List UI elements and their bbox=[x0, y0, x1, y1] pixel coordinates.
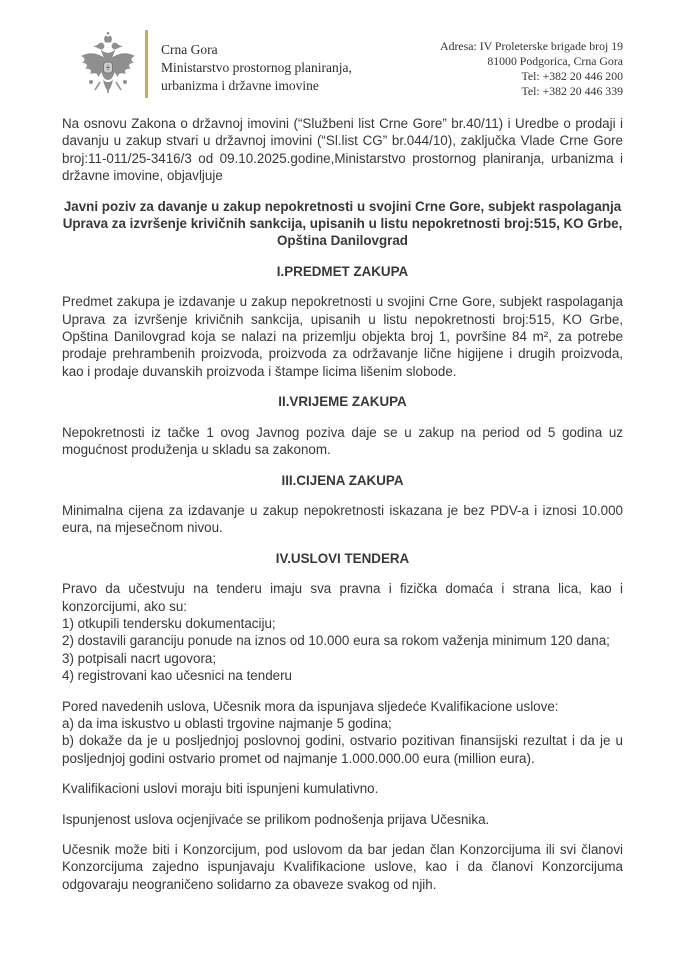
qualification-intro: Pored navedenih uslova, Učesnik mora da ispunjava sljedeće Kvalifikacione uslove: bbox=[62, 698, 559, 714]
kumulativno-paragraph: Kvalifikacioni uslovi moraju biti ispunjeni kumulativno. bbox=[62, 781, 379, 797]
qualification-conditions-block bbox=[62, 698, 623, 768]
condition-item-1: 1) otkupili tendersku dokumentaciju; bbox=[62, 615, 276, 631]
konzorcijum-paragraph: Učesnik može biti i Konzorcijum, pod uslovom da bar jedan član Konzorcijuma ili svi članovi Konzorcijuma zajedno ispunjavaju Kvalifikacione uslove, kao i da članovi Konzorcijuma odgovaraju neograničeno solidarno za obaveze svakog od njih. bbox=[62, 842, 623, 892]
intro-paragraph: Na osnovu Zakona o državnoj imovini (“Službeni list Crne Gore” br.40/11) i Uredbe o prodaji i davanju u zakup stvari u državnoj imovini (“Sl.list CG” br.044/10), zaključka Vlade Crne Gore broj:11-011/25-3416/3 od 09.10.2025.godine,Ministarstvo prostornog planiranja, urbanizma i državne imovine, objavljuje bbox=[62, 116, 623, 184]
section-heading-vrijeme-zakupa: II.VRIJEME ZAKUPA bbox=[278, 394, 407, 410]
address-phone-1: Tel: +382 20 446 200 bbox=[521, 69, 623, 83]
conditions-intro: Pravo da učestvuju na tenderu imaju sva pravna i fizička domaća i strana lica, kao i konzorcijumi, ako su: bbox=[62, 581, 623, 614]
predmet-zakupa-paragraph: Predmet zakupa je izdavanje u zakup nepokretnosti u svojini Crne Gore, subjekt raspolaganja Uprava za izvršenje krivičnih sankcija, upisanih u listu nepokretnosti broj:515, KO Grbe, Opština Danilovgrad koja se nalazi na prizemlju objekta broj 1, površine 84 m², za potrebe prodaje prehrambenih proizvoda, proizvoda za održavanje lične higijene i drugih proizvoda, kao i prodaje duvanskih proizvoda i štampe licima lišenim slobode. bbox=[62, 294, 623, 379]
address-city: 81000 Podgorica, Crna Gora bbox=[487, 54, 623, 68]
address-block bbox=[440, 30, 623, 99]
section-heading-cijena-zakupa: III.CIJENA ZAKUPA bbox=[281, 472, 404, 488]
org-country: Crna Gora bbox=[161, 42, 218, 57]
ispunjenost-paragraph: Ispunjenost uslova ocjenjivaće se prilikom podnošenja prijava Učesnika. bbox=[62, 811, 490, 827]
letterhead-divider bbox=[145, 30, 148, 98]
address-phone-2: Tel: +382 20 446 339 bbox=[521, 84, 623, 98]
coat-of-arms-montenegro-icon bbox=[78, 30, 138, 96]
org-ministry-line1: Ministarstvo prostornog planiranja, bbox=[161, 60, 352, 75]
cijena-zakupa-paragraph: Minimalna cijena za izdavanje u zakup nepokretnosti iskazana je bez PDV-a i iznosi 10.000 eura, na mjesečnom nivou. bbox=[62, 502, 623, 536]
address-street: Adresa: IV Proleterske brigade broj 19 bbox=[440, 39, 623, 53]
org-ministry-line2: urbanizma i državne imovine bbox=[161, 78, 319, 93]
condition-item-4: 4) registrovani kao učesnici na tenderu bbox=[62, 668, 293, 684]
section-heading-uslovi-tendera: IV.USLOVI TENDERA bbox=[275, 550, 410, 566]
section-heading-predmet-zakupa: I.PREDMET ZAKUPA bbox=[276, 263, 409, 279]
document-title: Javni poziv za davanje u zakup nepokretnosti u svojini Crne Gore, subjekt raspolaganja Uprava za izvršenje krivičnih sankcija, upisanih u listu nepokretnosti broj:515, KO Grbe, Opština Danilovgrad bbox=[62, 198, 623, 249]
qualification-item-a: a) da ima iskustvo u oblasti trgovine najmanje 5 godina; bbox=[62, 715, 392, 731]
letterhead bbox=[78, 30, 623, 99]
qualification-item-b: b) dokaže da je u posljednjoj poslovnoj godini, ostvario pozitivan finansijski rezultat i da je u posljednjoj godini ostvario promet od najmanje 1.000.000.00 eura (million eura). bbox=[62, 733, 623, 766]
document-body bbox=[62, 115, 623, 893]
condition-item-3: 3) potpisali nacrt ugovora; bbox=[62, 650, 217, 666]
org-name-block bbox=[161, 30, 352, 95]
tender-conditions-block bbox=[62, 580, 623, 684]
condition-item-2: 2) dostavili garanciju ponude na iznos od 10.000 eura sa rokom važenja minimum 120 dana; bbox=[62, 633, 610, 649]
vrijeme-zakupa-paragraph: Nepokretnosti iz tačke 1 ovog Javnog poziva daje se u zakup na period od 5 godina uz mogućnost produženja u skladu sa zakonom. bbox=[62, 424, 623, 458]
